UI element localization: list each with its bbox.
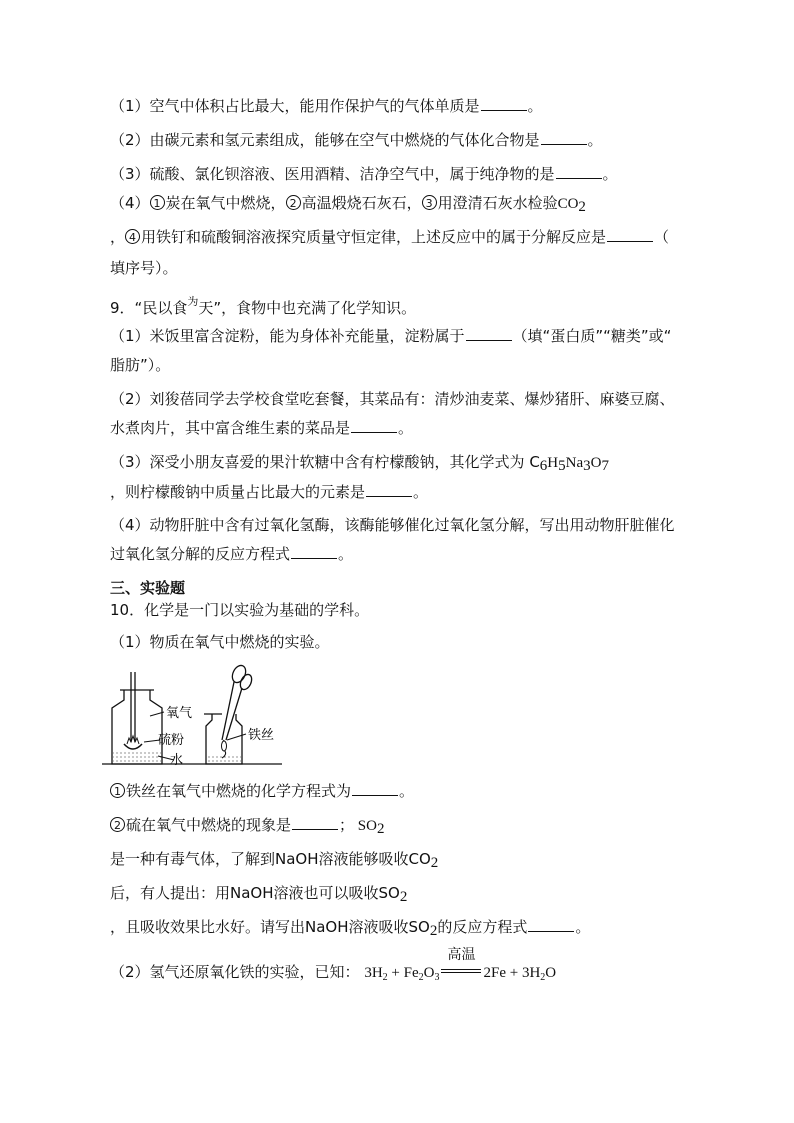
circled-number-2: 2 — [110, 817, 125, 832]
label-water: 水 — [170, 753, 184, 768]
circled-number-3: 3 — [422, 195, 437, 210]
circled-number-1: 1 — [110, 783, 125, 798]
reaction-equation: $3H_2 + Fe_2O_3$ 高温 $2Fe + 3H_2O$ — [364, 947, 557, 983]
label-sulfur: 硫粉 — [158, 733, 185, 748]
q9-part4-line2: 过氧化氢分解的反应方程式 。 — [110, 545, 354, 563]
q10-step5: ，且吸收效果比水好。请写出NaOH溶液吸收$SO_2$的反应方程式 。 — [110, 918, 591, 939]
answer-blank[interactable] — [607, 227, 653, 242]
q10-step2: 2 硫在氧气中燃烧的现象是 ； $SO_2$ — [110, 815, 384, 836]
answer-blank[interactable] — [291, 544, 337, 559]
answer-blank[interactable] — [366, 482, 412, 497]
q8-part3: （3）硫酸、氯化钡溶液、医用酒精、洁净空气中，属于纯净物的是 。 — [110, 165, 618, 183]
answer-blank[interactable] — [351, 418, 397, 433]
label-iron-wire: 铁丝 — [248, 728, 275, 743]
q10-step1: 1 铁丝在氧气中燃烧的化学方程式为 。 — [110, 781, 414, 801]
q9-part1-line2: 脂肪”）。 — [110, 356, 171, 374]
q8-part4: （4） 1 炭在氧气中燃烧， 2 高温煅烧石灰石， 3 用澄清石灰水检验$CO_2$ — [110, 194, 586, 215]
q8-part4-line2: ， 4 用铁钉和硫酸铜溶液探究质量守恒定律，上述反应中的属于分解反应是 （ — [110, 228, 670, 246]
circled-number-4: 4 — [125, 229, 140, 244]
answer-blank[interactable] — [528, 917, 574, 932]
q9-part2-line2: 水煮肉片，其中富含维生素的菜品是 。 — [110, 419, 414, 437]
circled-number-2: 2 — [286, 195, 301, 210]
answer-blank[interactable] — [556, 164, 602, 179]
answer-blank[interactable] — [352, 781, 398, 796]
q9-part3-line2: ，则柠檬酸钠中质量占比最大的元素是 。 — [110, 483, 429, 501]
q9-part4: （4）动物肝脏中含有过氧化氢酶，该酶能够催化过氧化氢分解，写出用动物肝脏催化 — [110, 516, 675, 534]
q10-part1: （1）物质在氧气中燃烧的实验。 — [110, 633, 330, 651]
q10-step3: 是一种有毒气体，了解到NaOH溶液能够吸收$CO_2$ — [110, 850, 439, 871]
label-oxygen: 氧气 — [166, 706, 193, 721]
q9-part1: （1）米饭里富含淀粉，能为身体补充能量，淀粉属于 （填“蛋白质”“糖类”或“ — [110, 327, 672, 345]
q8-part4-line3: 填序号）。 — [110, 259, 178, 277]
reaction-condition: 高温 — [447, 947, 476, 963]
q8-part1: （1）空气中体积占比最大，能用作保护气的气体单质是 。 — [110, 97, 543, 115]
q9-part2: （2）刘狻蓓同学去学校食堂吃套餐，其菜品有：清炒油麦菜、爆炒猪肝、麻婆豆腐、 — [110, 390, 675, 408]
q8-part2: （2）由碳元素和氢元素组成，能够在空气中燃烧的气体化合物是 。 — [110, 131, 603, 149]
section-title: 三、实验题 — [110, 579, 186, 597]
answer-blank[interactable] — [292, 815, 338, 830]
q10-title: 10．化学是一门以实验为基础的学科。 — [110, 601, 370, 619]
circled-number-1: 1 — [150, 195, 165, 210]
answer-blank[interactable] — [481, 96, 527, 111]
answer-blank[interactable] — [466, 326, 512, 341]
q9-title: 9．“民以食$^为$天”，食物中也充满了化学知识。 — [110, 295, 417, 317]
q9-part3: （3）深受小朋友喜爱的果汁软糖中含有柠檬酸钠，其化学式为 $C_6H_5Na_3O_7$ — [110, 453, 609, 474]
experiment-figure — [100, 660, 400, 780]
q10-step4: 后，有人提出：用NaOH溶液也可以吸收$SO_2$ — [110, 884, 408, 905]
answer-blank[interactable] — [541, 130, 587, 145]
q10-part2: （2）氢气还原氧化铁的实验，已知： $3H_2 + Fe_2O_3$ 高温 $2Fe + 3H_2O$ — [110, 947, 557, 983]
